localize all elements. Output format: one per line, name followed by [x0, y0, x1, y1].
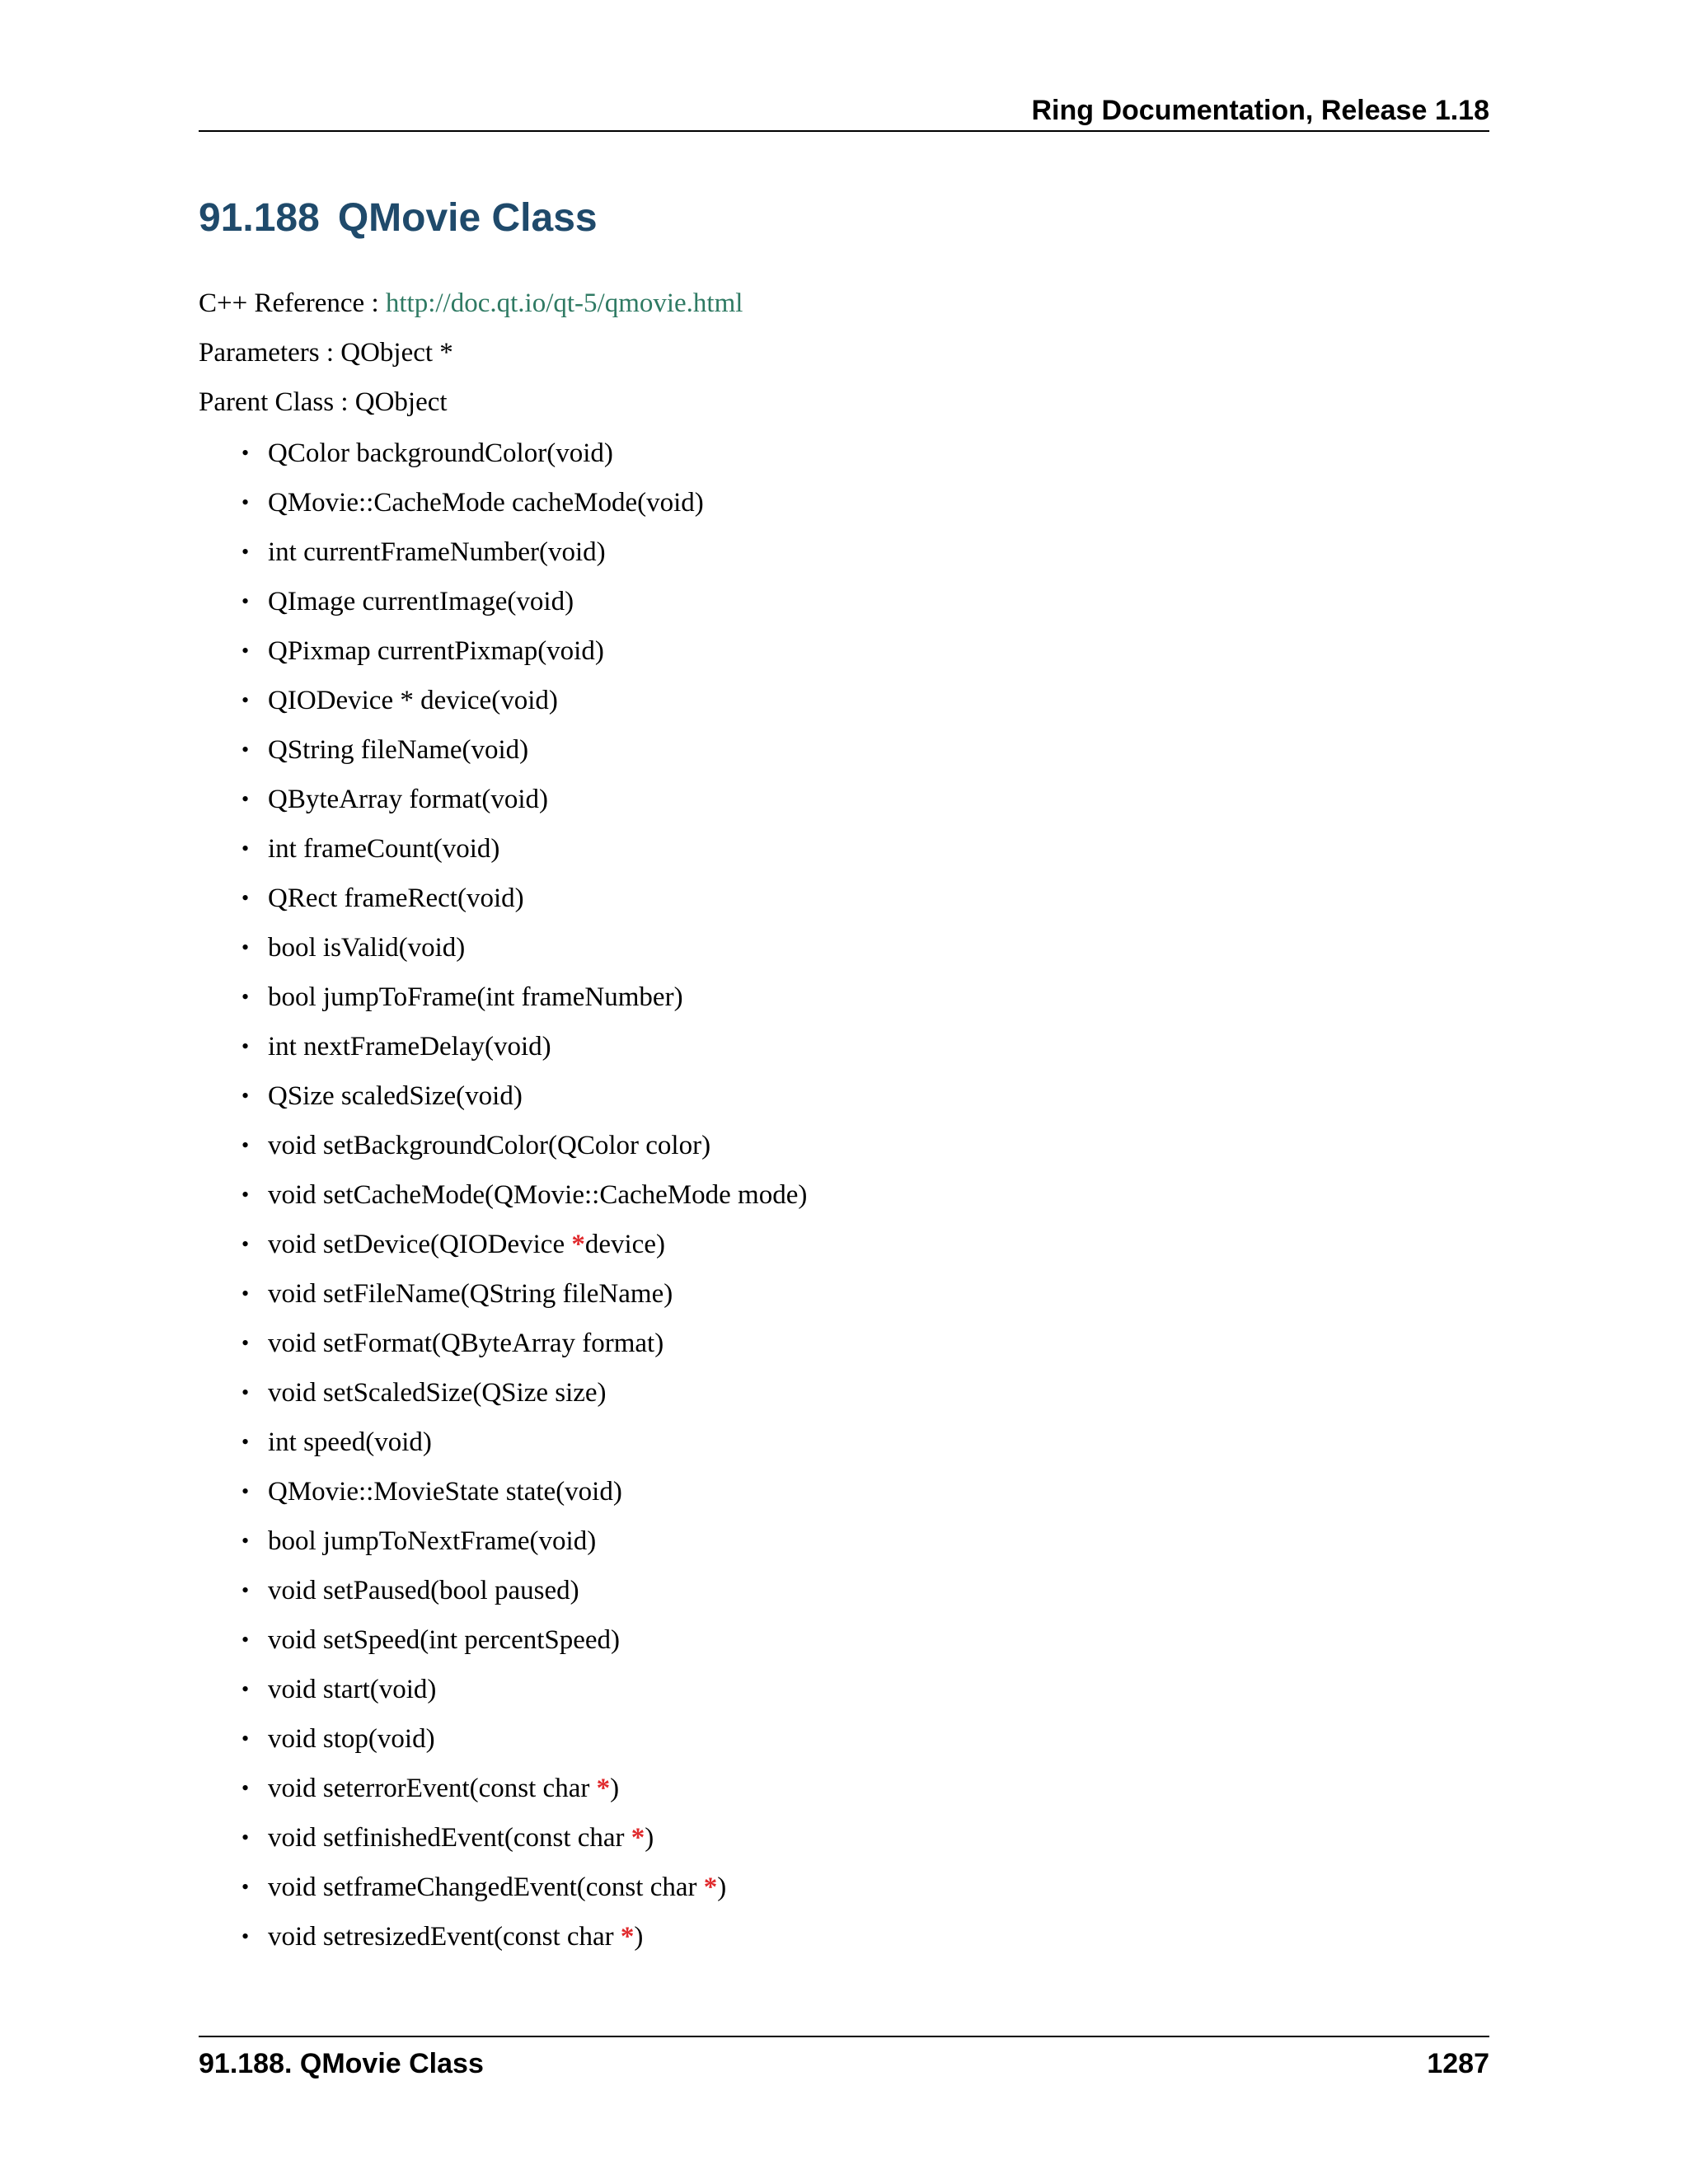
method-signature: QPixmap currentPixmap(void): [268, 636, 604, 666]
method-signature: bool jumpToFrame(int frameNumber): [268, 982, 683, 1012]
method-list-item: [199, 1418, 807, 1467]
method-signature: void setBackgroundColor(QColor color): [268, 1131, 711, 1160]
method-signature: void setFormat(QByteArray format): [268, 1329, 664, 1358]
method-list-item: [199, 1615, 807, 1665]
bullet-icon: •: [241, 935, 250, 959]
bullet-icon: •: [241, 1924, 250, 1948]
method-list-item: [199, 1912, 807, 1961]
method-list-item: [199, 1863, 807, 1912]
bullet-icon: •: [241, 1282, 250, 1305]
bullet-icon: •: [241, 985, 250, 1009]
method-list-item: [199, 1220, 807, 1269]
method-signature-part: ): [717, 1872, 727, 1902]
method-signature-part: void seterrorEvent(const char: [268, 1774, 597, 1803]
bullet-icon: •: [241, 1380, 250, 1404]
method-list-item: [199, 1368, 807, 1418]
method-signature: int nextFrameDelay(void): [268, 1032, 551, 1062]
method-list-item: [199, 577, 807, 626]
method-list-item: [199, 972, 807, 1022]
section-title: [199, 191, 598, 246]
bullet-icon: •: [241, 787, 250, 811]
method-signature: QMovie::CacheMode cacheMode(void): [268, 488, 704, 518]
cpp-reference-line: [199, 285, 743, 321]
bullet-icon: •: [241, 1034, 250, 1058]
method-list-item: [199, 1319, 807, 1368]
bullet-icon: •: [241, 1232, 250, 1256]
method-signature-part: void setDevice(QIODevice: [268, 1230, 572, 1259]
method-signature: int currentFrameNumber(void): [268, 537, 606, 567]
bullet-icon: •: [241, 1578, 250, 1602]
method-signature: void setFileName(QString fileName): [268, 1279, 673, 1309]
section-title-text: QMovie Class: [337, 196, 598, 240]
method-signature: bool isValid(void): [268, 933, 466, 963]
bullet-icon: •: [241, 1529, 250, 1553]
method-list-item: [199, 775, 807, 824]
method-list-item: [199, 824, 807, 874]
method-signature: QIODevice * device(void): [268, 686, 558, 715]
method-list-item: [199, 527, 807, 577]
method-list-item: [199, 626, 807, 676]
header-divider: [199, 130, 1489, 132]
footer-section-label: 91.188. QMovie Class: [199, 2048, 484, 2079]
bullet-icon: •: [241, 1727, 250, 1750]
bullet-icon: •: [241, 441, 250, 465]
document-page: [199, 0, 1489, 2184]
method-list-item: [199, 725, 807, 775]
bullet-icon: •: [241, 1875, 250, 1899]
method-signature-part: void setframeChangedEvent(const char: [268, 1872, 704, 1902]
method-signature-part: ): [634, 1922, 644, 1952]
method-signature-part: void setfinishedEvent(const char: [268, 1823, 631, 1853]
method-list-item: [199, 1714, 807, 1764]
method-signature: bool jumpToNextFrame(void): [268, 1526, 597, 1556]
method-signature-part: device): [584, 1230, 665, 1259]
method-signature: int frameCount(void): [268, 834, 500, 864]
bullet-icon: •: [241, 837, 250, 860]
parameters-line: Parameters : QObject *: [199, 338, 453, 368]
bullet-icon: •: [241, 589, 250, 613]
method-signature: QColor backgroundColor(void): [268, 438, 613, 468]
section-number: 91.188: [199, 196, 320, 240]
method-list-item: [199, 1764, 807, 1813]
method-signature: QMovie::MovieState state(void): [268, 1477, 622, 1507]
bullet-icon: •: [241, 886, 250, 910]
bullet-icon: •: [241, 1825, 250, 1849]
method-list-item: [199, 1121, 807, 1170]
pointer-star: *: [620, 1922, 635, 1952]
method-signature: QRect frameRect(void): [268, 883, 524, 913]
method-signature: int speed(void): [268, 1427, 432, 1457]
method-signature-part: void setresizedEvent(const char: [268, 1922, 621, 1952]
method-list-item: [199, 676, 807, 725]
method-signature: QString fileName(void): [268, 735, 529, 765]
method-list-item: [199, 478, 807, 527]
method-list-item: [199, 1813, 807, 1863]
running-header: Ring Documentation, Release 1.18: [1031, 95, 1489, 126]
method-signature: void setScaledSize(QSize size): [268, 1378, 607, 1408]
pointer-star: *: [571, 1230, 585, 1259]
cpp-reference-link[interactable]: http://doc.qt.io/qt-5/qmovie.html: [385, 288, 743, 318]
parent-class-line: Parent Class : QObject: [199, 387, 448, 417]
method-list-item: [199, 1566, 807, 1615]
method-list-item: [199, 429, 807, 478]
bullet-icon: •: [241, 1331, 250, 1355]
pointer-star: *: [596, 1774, 611, 1803]
method-list-item: [199, 1269, 807, 1319]
method-list-item: [199, 1665, 807, 1714]
methods-list: [199, 429, 807, 1961]
method-list-item: [199, 923, 807, 972]
bullet-icon: •: [241, 1084, 250, 1108]
method-signature: void setSpeed(int percentSpeed): [268, 1625, 621, 1655]
footer-divider: [199, 2036, 1489, 2037]
bullet-icon: •: [241, 1677, 250, 1701]
footer-page-number: 1287: [1427, 2048, 1489, 2079]
method-list-item: [199, 1170, 807, 1220]
bullet-icon: •: [241, 1628, 250, 1652]
pointer-star: *: [631, 1823, 645, 1853]
method-signature: QSize scaledSize(void): [268, 1081, 523, 1111]
bullet-icon: •: [241, 540, 250, 564]
method-signature: void setCacheMode(QMovie::CacheMode mode): [268, 1180, 808, 1210]
bullet-icon: •: [241, 1479, 250, 1503]
bullet-icon: •: [241, 1430, 250, 1454]
method-list-item: [199, 1516, 807, 1566]
method-signature: QByteArray format(void): [268, 785, 548, 814]
method-list-item: [199, 874, 807, 923]
bullet-icon: •: [241, 1776, 250, 1800]
bullet-icon: •: [241, 490, 250, 514]
method-signature-part: ): [610, 1774, 620, 1803]
bullet-icon: •: [241, 688, 250, 712]
bullet-icon: •: [241, 639, 250, 663]
method-signature: void setPaused(bool paused): [268, 1576, 579, 1605]
method-list-item: [199, 1467, 807, 1516]
method-signature: QImage currentImage(void): [268, 587, 574, 616]
method-signature-part: ): [645, 1823, 654, 1853]
method-list-item: [199, 1071, 807, 1121]
method-signature: void stop(void): [268, 1724, 435, 1754]
bullet-icon: •: [241, 738, 250, 762]
bullet-icon: •: [241, 1183, 250, 1207]
cpp-reference-label: C++ Reference :: [199, 288, 386, 318]
bullet-icon: •: [241, 1133, 250, 1157]
method-list-item: [199, 1022, 807, 1071]
pointer-star: *: [703, 1872, 718, 1902]
method-signature: void start(void): [268, 1675, 437, 1704]
